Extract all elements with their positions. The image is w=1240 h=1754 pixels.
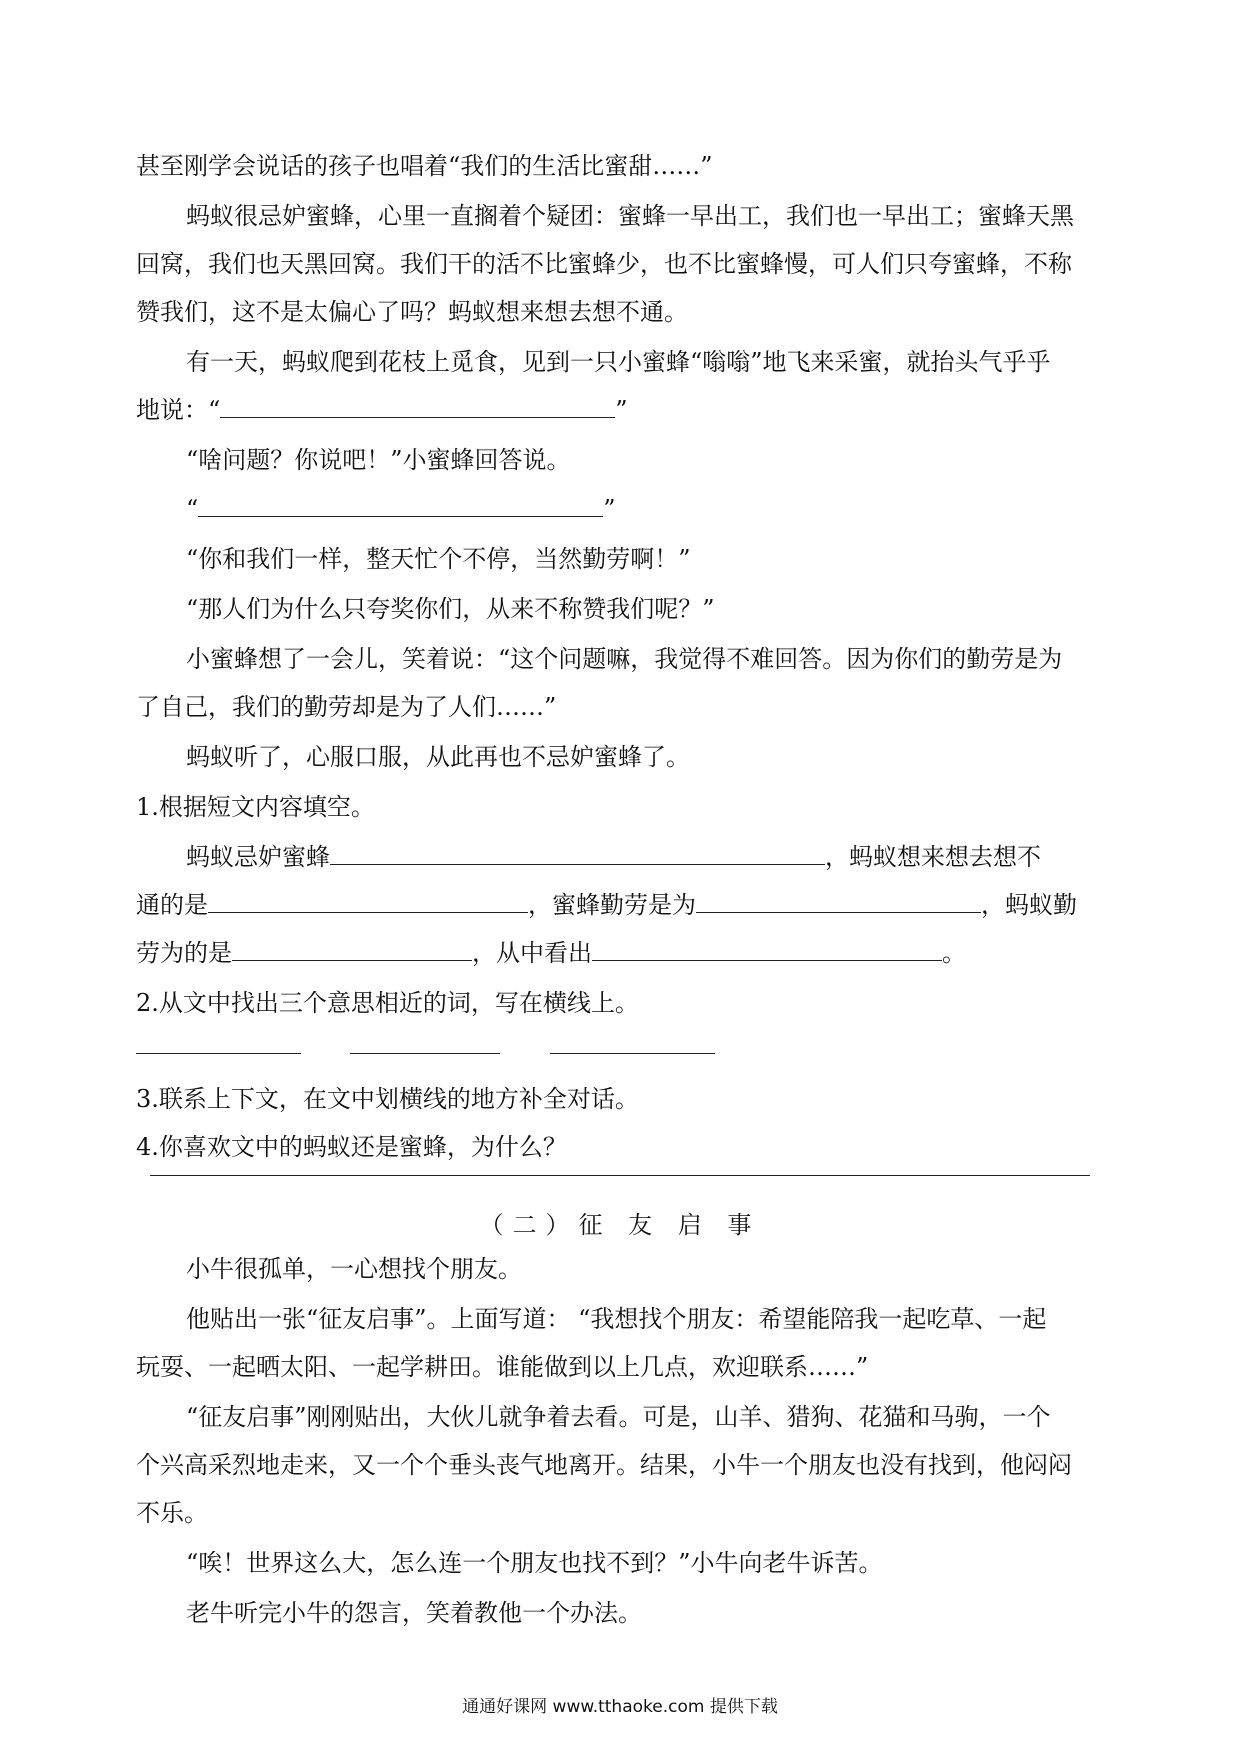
story1-p1-line1: 蚂蚁很忌妒蜜蜂，心里一直搁着个疑团：蜜蜂一早出工，我们也一早出工；蜜蜂天黑	[186, 202, 1074, 230]
story2-title: （二）征 友 启 事	[479, 1211, 761, 1239]
q1-blank-3[interactable]	[696, 892, 981, 913]
story1-p7-line1: 小蜜蜂想了一会儿，笑着说：“这个问题嘛，我觉得不难回答。因为你们的勤劳是为	[186, 645, 1063, 673]
dialogue-open: “	[186, 495, 199, 523]
q1-text: ，蜜蜂勤劳是为	[528, 891, 696, 919]
q1-blank-1[interactable]	[330, 844, 825, 865]
q1-text: ，蚂蚁想来想去想不	[825, 843, 1041, 871]
story1-p2-line2	[136, 394, 628, 426]
q1-text: ，从中看出	[472, 939, 592, 967]
dialogue-open: 地说：“	[136, 396, 221, 424]
q1-fill-line2	[136, 889, 1077, 921]
q1-text: 劳为的是	[136, 939, 232, 967]
story1-p1-line2: 回窝，我们也天黑回窝。我们干的活不比蜜蜂少，也不比蜜蜂慢，可人们只夸蜜蜂，不称	[136, 250, 1072, 278]
story2-p2-line2: 玩耍、一起晒太阳、一起学耕田。谁能做到以上几点，欢迎联系……”	[136, 1353, 869, 1381]
question-2: 2.从文中找出三个意思相近的词，写在横线上。	[136, 989, 639, 1017]
question-3: 3.联系上下文，在文中划横线的地方补全对话。	[136, 1085, 639, 1113]
q1-fill-line1	[186, 841, 1041, 873]
q1-text: 蚂蚁忌妒蜜蜂	[186, 843, 330, 871]
dialogue-close: ”	[603, 495, 616, 523]
dialogue-blank-2[interactable]	[198, 496, 603, 517]
story2-p5: 老牛听完小牛的怨言，笑着教他一个办法。	[186, 1599, 642, 1627]
story1-p7-line2: 了自己，我们的勤劳却是为了人们……”	[136, 693, 557, 721]
story1-p8: 蚂蚁听了，心服口服，从此再也不忌妒蜜蜂了。	[186, 743, 690, 771]
story1-p6: “那人们为什么只夸奖你们，从来不称赞我们呢？”	[186, 595, 715, 623]
q1-text: 通的是	[136, 891, 208, 919]
story2-p3-line3: 不乐。	[136, 1499, 208, 1527]
q2-answer-line-3[interactable]	[550, 1053, 715, 1054]
story2-p1: 小牛很孤单，一心想找个朋友。	[186, 1255, 522, 1283]
story1-p2-line1: 有一天，蚂蚁爬到花枝上觅食，见到一只小蜜蜂“嗡嗡”地飞来采蜜，就抬头气乎乎	[186, 348, 1051, 376]
q1-text: ，蚂蚁勤	[981, 891, 1077, 919]
story2-p3-line1: “征友启事”刚刚贴出，大伙儿就争着去看。可是，山羊、猎狗、花猫和马驹，一个	[186, 1403, 1051, 1431]
q1-blank-4[interactable]	[232, 940, 472, 961]
q2-answer-line-1[interactable]	[136, 1053, 301, 1054]
q1-text: 。	[942, 939, 966, 967]
dialogue-close: ”	[615, 396, 628, 424]
story2-p2-line1: 他贴出一张“征友启事”。上面写道： “我想找个朋友：希望能陪我一起吃草、一起	[186, 1305, 1047, 1333]
q2-answer-line-2[interactable]	[350, 1053, 500, 1054]
q1-blank-2[interactable]	[208, 892, 528, 913]
story1-p1-line3: 赞我们，这不是太偏心了吗？蚂蚁想来想去想不通。	[136, 298, 688, 326]
footer-download-note: 通通好课网 www.tthaoke.com 提供下载	[462, 1697, 778, 1717]
dialogue-blank-1[interactable]	[220, 397, 615, 418]
q1-blank-5[interactable]	[592, 940, 942, 961]
story2-p4: “唉！世界这么大，怎么连一个朋友也找不到？”小牛向老牛诉苦。	[186, 1549, 883, 1577]
story1-p0: 甚至刚学会说话的孩子也唱着“我们的生活比蜜甜……”	[136, 152, 713, 180]
q4-answer-line[interactable]	[150, 1175, 1090, 1176]
story1-p5: “你和我们一样，整天忙个不停，当然勤劳啊！”	[186, 545, 691, 573]
question-1: 1.根据短文内容填空。	[136, 793, 375, 821]
question-4: 4.你喜欢文中的蚂蚁还是蜜蜂，为什么？	[136, 1133, 567, 1161]
story1-p4	[186, 493, 616, 525]
q1-fill-line3	[136, 937, 966, 969]
story1-p3: “啥问题？你说吧！”小蜜蜂回答说。	[186, 446, 571, 474]
story2-p3-line2: 个兴高采烈地走来，又一个个垂头丧气地离开。结果，小牛一个朋友也没有找到，他闷闷	[136, 1451, 1072, 1479]
